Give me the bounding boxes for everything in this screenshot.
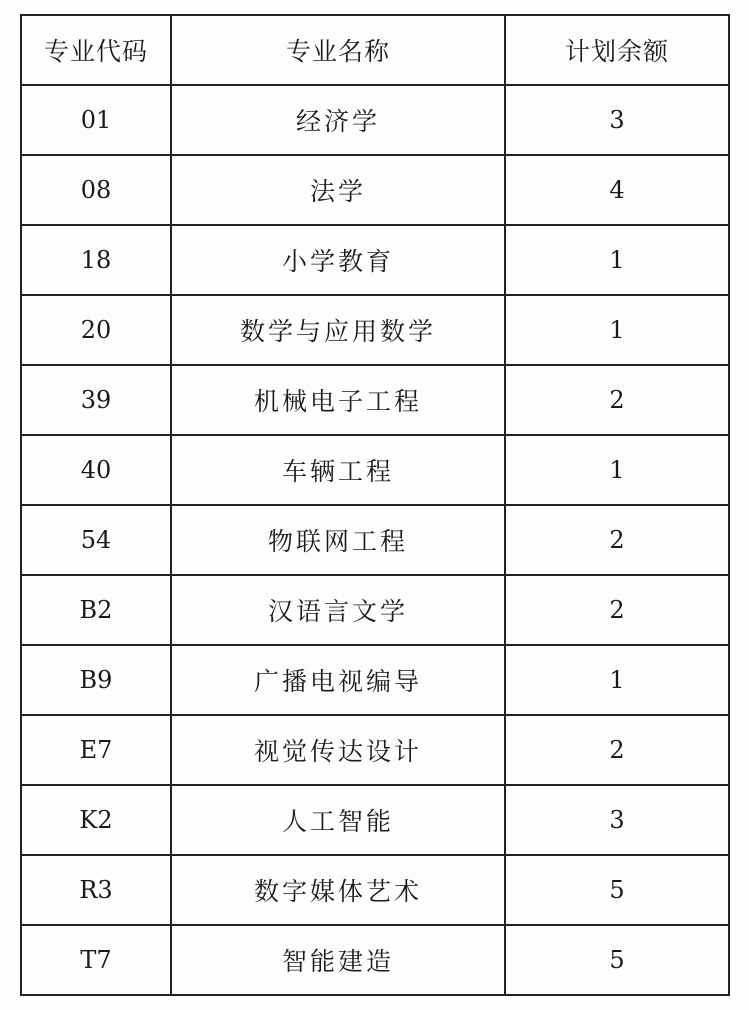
- table-row: [21, 365, 729, 435]
- plan-remaining-cell: 1: [505, 435, 729, 505]
- plan-remaining-cell: 5: [505, 925, 729, 995]
- table-row: [21, 435, 729, 505]
- table-row: [21, 785, 729, 855]
- plan-remaining-cell: 2: [505, 505, 729, 575]
- major-code-cell: T7: [21, 925, 171, 995]
- header-plan-remaining: 计划余额: [505, 15, 729, 85]
- table-header-row: [21, 15, 729, 85]
- major-name-cell: 广播电视编导: [171, 645, 505, 715]
- major-name-cell: 智能建造: [171, 925, 505, 995]
- plan-remaining-cell: 1: [505, 295, 729, 365]
- plan-remaining-cell: 3: [505, 85, 729, 155]
- major-name-cell: 小学教育: [171, 225, 505, 295]
- major-quota-table: [20, 14, 730, 996]
- table-row: [21, 575, 729, 645]
- table-row: [21, 505, 729, 575]
- major-name-cell: 物联网工程: [171, 505, 505, 575]
- plan-remaining-cell: 2: [505, 575, 729, 645]
- table-row: [21, 295, 729, 365]
- major-name-cell: 车辆工程: [171, 435, 505, 505]
- plan-remaining-cell: 4: [505, 155, 729, 225]
- plan-remaining-cell: 2: [505, 365, 729, 435]
- table-row: [21, 855, 729, 925]
- plan-remaining-cell: 2: [505, 715, 729, 785]
- plan-remaining-cell: 1: [505, 645, 729, 715]
- table-row: [21, 155, 729, 225]
- major-code-cell: 54: [21, 505, 171, 575]
- major-code-cell: R3: [21, 855, 171, 925]
- header-major-code: 专业代码: [21, 15, 171, 85]
- major-code-cell: K2: [21, 785, 171, 855]
- major-code-cell: 08: [21, 155, 171, 225]
- major-code-cell: B2: [21, 575, 171, 645]
- major-name-cell: 经济学: [171, 85, 505, 155]
- plan-remaining-cell: 1: [505, 225, 729, 295]
- plan-remaining-cell: 5: [505, 855, 729, 925]
- major-name-cell: 机械电子工程: [171, 365, 505, 435]
- major-code-cell: 01: [21, 85, 171, 155]
- table-row: [21, 85, 729, 155]
- major-name-cell: 数学与应用数学: [171, 295, 505, 365]
- table-row: [21, 925, 729, 995]
- table-row: [21, 715, 729, 785]
- major-code-cell: 18: [21, 225, 171, 295]
- major-name-cell: 人工智能: [171, 785, 505, 855]
- major-code-cell: 20: [21, 295, 171, 365]
- major-name-cell: 法学: [171, 155, 505, 225]
- major-name-cell: 汉语言文学: [171, 575, 505, 645]
- major-name-cell: 数字媒体艺术: [171, 855, 505, 925]
- major-code-cell: E7: [21, 715, 171, 785]
- major-name-cell: 视觉传达设计: [171, 715, 505, 785]
- major-code-cell: B9: [21, 645, 171, 715]
- plan-remaining-cell: 3: [505, 785, 729, 855]
- table-row: [21, 645, 729, 715]
- major-code-cell: 39: [21, 365, 171, 435]
- major-code-cell: 40: [21, 435, 171, 505]
- header-major-name: 专业名称: [171, 15, 505, 85]
- table-row: [21, 225, 729, 295]
